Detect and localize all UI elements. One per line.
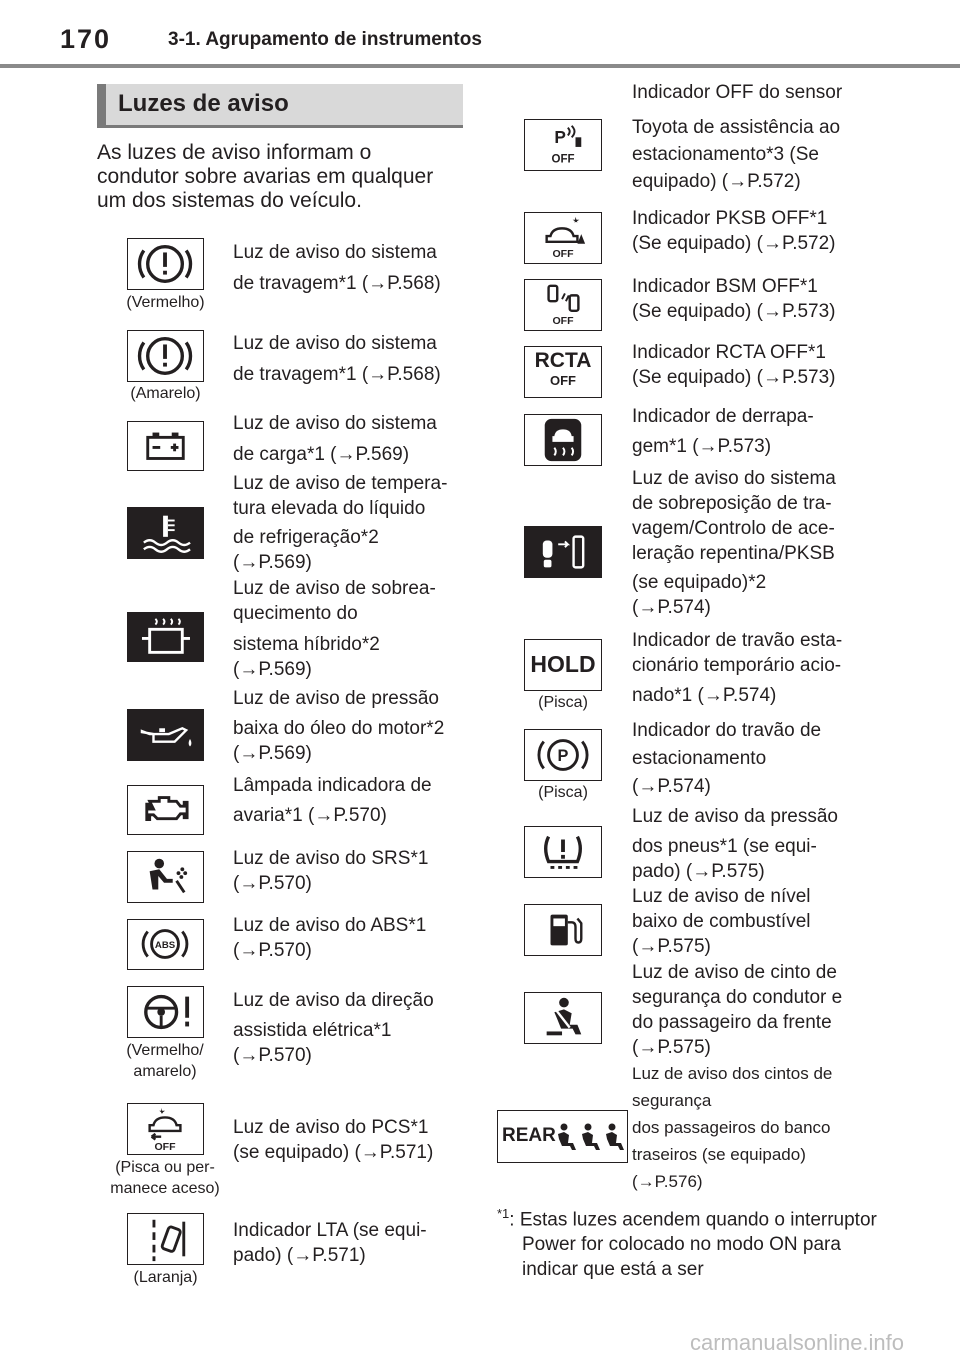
- icon-box-power-steering: [127, 986, 204, 1038]
- srs-airbag-icon: [128, 852, 203, 902]
- icon-box-brake-red: [127, 238, 204, 290]
- lta-icon: [128, 1214, 203, 1264]
- svg-text:OFF: OFF: [551, 153, 575, 166]
- hybrid-overheat-icon: [128, 613, 203, 661]
- warning-description: Luz de aviso do sistema de sobreposição de tra- vagem/Controlo de ace- leração repentina/PKSB (se equipado)*2 (→P.574): [632, 468, 836, 618]
- rcta-off-icon: RCTA OFF: [534, 349, 592, 388]
- icon-box-slip: [524, 414, 602, 466]
- icon-caption: (Laranja): [133, 1269, 198, 1286]
- warning-description: Indicador LTA (se equi- pado) (→P.571): [233, 1220, 427, 1266]
- warning-description: Indicador BSM OFF*1 (Se equipado) (→P.573): [632, 276, 836, 322]
- footnote: $^{*1}$: Estas luzes acendem quando o interruptor Power for colocado no modo ON para indicar que está a ser: [497, 1206, 877, 1281]
- warning-description: Indicador RCTA OFF*1 (Se equipado) (→P.573): [632, 342, 836, 388]
- warning-description: Indicador OFF do sensor Toyota de assistência ao estacionamento*3 (Se equipado) (→P.572): [632, 82, 843, 192]
- icon-box-srs: [127, 851, 204, 903]
- header-rule: [0, 64, 960, 68]
- svg-text:OFF: OFF: [552, 248, 574, 261]
- tire-pressure-icon: [525, 827, 601, 877]
- icon-box-hybrid-overheat: [127, 612, 204, 662]
- brake-override-icon: [525, 527, 601, 577]
- icon-box-bsm: [524, 279, 602, 331]
- check-engine-icon: [128, 786, 203, 834]
- warning-description: Indicador de travão esta- cionário temporário acio- nado*1 (→P.574): [632, 630, 843, 706]
- warning-description: Luz de aviso da direção assistida elétrica*1 (→P.570): [233, 990, 434, 1066]
- warning-description: Luz de aviso de sobrea- quecimento do sistema híbrido*2 (→P.569): [233, 578, 436, 680]
- warning-description: Luz de aviso da pressão dos pneus*1 (se equi- pado) (→P.575): [632, 806, 838, 882]
- warning-description: Luz de aviso de tempera- tura elevada do líquido de refrigeração*2 (→P.569): [233, 473, 448, 573]
- svg-text:P: P: [557, 746, 569, 765]
- icon-box-brake-amber: [127, 330, 204, 382]
- svg-text:OFF: OFF: [552, 315, 574, 328]
- warning-description: Luz de aviso do ABS*1 (→P.570): [233, 915, 427, 961]
- abs-icon: [128, 920, 203, 969]
- page-number: 170: [60, 24, 112, 54]
- icon-box-pcs: [127, 1103, 204, 1155]
- warning-description: Luz de aviso dos cintos de segurança dos passageiros do banco traseiros (se equipado) (→P.576): [632, 1064, 833, 1191]
- icon-caption: (Vermelho): [126, 294, 205, 311]
- slip-indicator-icon: [525, 415, 601, 465]
- power-steering-icon: [128, 987, 203, 1037]
- warning-description: Luz de aviso de pressão baixa do óleo do motor*2 (→P.569): [233, 688, 445, 764]
- section-title: Luzes de aviso: [118, 90, 289, 117]
- svg-text:OFF: OFF: [154, 1141, 176, 1154]
- warning-description: Luz de aviso do sistema de carga*1 (→P.569): [233, 413, 437, 465]
- warning-description: Indicador de derrapa- gem*1 (→P.573): [632, 406, 814, 457]
- icon-box-rear-seatbelt: [497, 1110, 628, 1163]
- warning-description: Indicador PKSB OFF*1 (Se equipado) (→P.572): [632, 208, 836, 254]
- icon-box-check-engine: [127, 785, 204, 835]
- svg-text:ABS: ABS: [154, 939, 176, 951]
- warning-description: Lâmpada indicadora de avaria*1 (→P.570): [233, 775, 432, 826]
- low-fuel-icon: [525, 905, 601, 955]
- icon-box-tire-pressure: [524, 826, 602, 878]
- rear-label: REAR: [502, 1125, 556, 1146]
- icon-caption: (Pisca ou per- manece aceso): [110, 1159, 220, 1197]
- icon-box-lta: [127, 1213, 204, 1265]
- icon-box-coolant: [127, 507, 204, 559]
- icon-box-fuel: [524, 904, 602, 956]
- pcs-off-icon: [128, 1104, 203, 1154]
- warning-description: Luz de aviso do sistema de travagem*1 (→P.568): [233, 333, 441, 385]
- icon-box-pksb: [524, 212, 602, 264]
- warning-description: Luz de aviso de cinto de segurança do condutor e do passageiro da frente (→P.575): [632, 962, 843, 1058]
- warning-description: Luz de aviso do PCS*1 (se equipado) (→P.571): [233, 1117, 434, 1163]
- warning-description: Luz de aviso de nível baixo de combustível (→P.575): [632, 886, 811, 957]
- coolant-temperature-icon: [128, 508, 203, 558]
- chapter-title: 3-1. Agrupamento de instrumentos: [168, 29, 482, 50]
- icon-box-parking-sensor: [524, 119, 602, 171]
- section-heading: [97, 84, 463, 128]
- rear-seatbelt-icon: [550, 1111, 630, 1164]
- brake-warning-icon: [128, 239, 203, 289]
- warning-description: Luz de aviso do SRS*1 (→P.570): [233, 848, 429, 894]
- icon-box-hold: [524, 639, 602, 691]
- warning-description: Luz de aviso do sistema de travagem*1 (→P.568): [233, 242, 441, 294]
- brake-warning-icon: [128, 331, 203, 381]
- icon-box-battery: [127, 421, 204, 471]
- icon-caption: (Pisca): [538, 784, 588, 801]
- icon-caption: (Amarelo): [130, 385, 201, 402]
- icon-box-parking-brake: [524, 729, 602, 781]
- watermark: carmanualsonline.info: [690, 1330, 905, 1355]
- svg-text:P: P: [554, 127, 566, 148]
- parking-sensor-off-icon: [525, 120, 601, 170]
- icon-caption: (Pisca): [538, 694, 588, 711]
- icon-box-oil-pressure: [127, 709, 204, 761]
- icon-box-rcta: [524, 346, 602, 398]
- section-intro: As luzes de aviso informam o condutor sobre avarias em qualquer um dos sistemas do veículo.: [97, 141, 434, 212]
- warning-description: Indicador do travão de estacionamento (→P.574): [632, 720, 822, 797]
- oil-pressure-icon: [128, 710, 203, 760]
- icon-caption: (Vermelho/ amarelo): [126, 1042, 204, 1080]
- hold-icon: HOLD: [530, 651, 596, 677]
- parking-brake-icon: [525, 730, 601, 780]
- icon-box-abs: [127, 919, 204, 970]
- icon-box-brake-override: [524, 526, 602, 578]
- seatbelt-icon: [525, 993, 601, 1043]
- pksb-off-icon: [525, 213, 601, 263]
- battery-icon: [128, 422, 203, 470]
- icon-box-seatbelt: [524, 992, 602, 1044]
- bsm-off-icon: [525, 280, 601, 330]
